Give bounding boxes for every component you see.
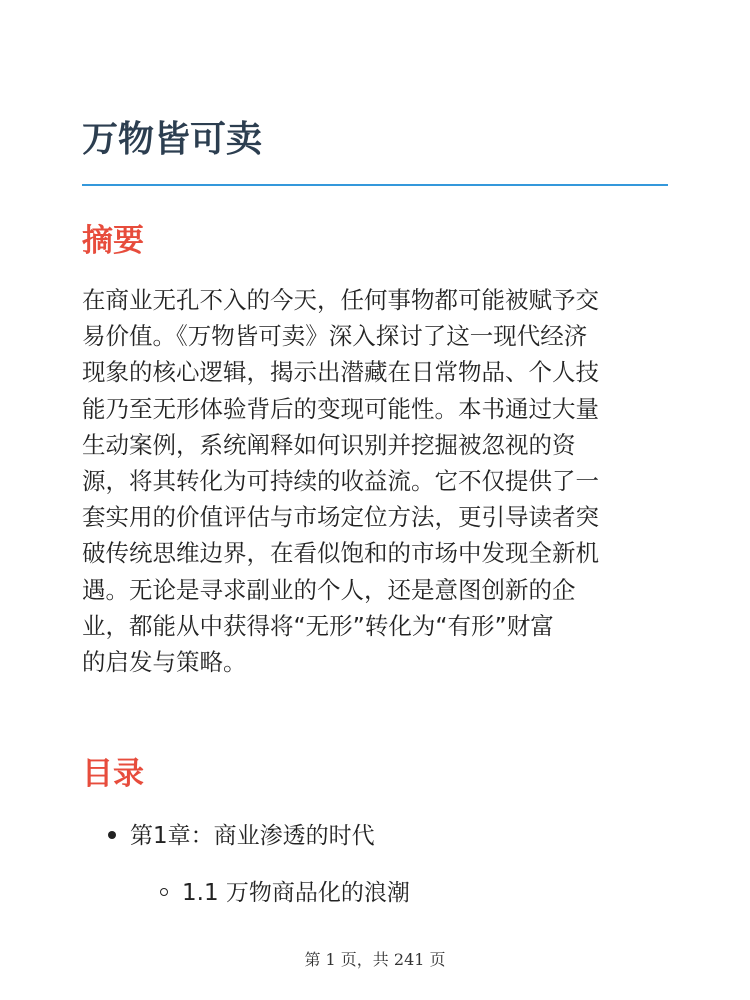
toc-item-chapter-1[interactable]: [108, 818, 375, 854]
toc-heading: 目录: [82, 756, 144, 792]
summary-line: 易价值。《万物皆可卖》深入探讨了这一现代经济: [82, 322, 588, 351]
summary-line: 在商业无孔不入的今天，任何事物都可能被赋予交: [82, 286, 599, 314]
summary-line: 源，将其转化为可持续的收益流。它不仅提供了一: [82, 467, 599, 496]
summary-line: 套实用的价值评估与市场定位方法，更引导读者突: [82, 503, 599, 532]
summary-line: 破传统思维边界，在看似饱和的市场中发现全新机: [82, 539, 599, 568]
toc-item-section-1-1[interactable]: [160, 875, 410, 911]
summary-paragraph: [82, 282, 672, 680]
page-number-footer: 第 1 页，共 241 页: [304, 950, 446, 969]
toc-item-label: 第1章：商业渗透的时代: [130, 823, 375, 849]
bullet-circle-icon: [160, 888, 168, 896]
summary-line: 生动案例，系统阐释如何识别并挖掘被忽视的资: [82, 430, 576, 459]
bullet-disc-icon: [108, 831, 116, 839]
summary-heading: 摘要: [82, 223, 144, 259]
summary-line: 的启发与策略。: [82, 648, 247, 677]
summary-line: 遇。无论是寻求副业的个人，还是意图创新的企: [82, 575, 576, 604]
document-title: 万物皆可卖: [82, 119, 263, 160]
summary-line: 现象的核心逻辑，揭示出潜藏在日常物品、个人技: [82, 358, 599, 387]
title-divider: [82, 184, 668, 186]
summary-line: 业，都能从中获得将“无形”转化为“有形”财富: [82, 611, 554, 640]
summary-line: 能乃至无形体验背后的变现可能性。本书通过大量: [82, 394, 599, 423]
toc-item-label: 1.1 万物商品化的浪潮: [182, 880, 410, 906]
